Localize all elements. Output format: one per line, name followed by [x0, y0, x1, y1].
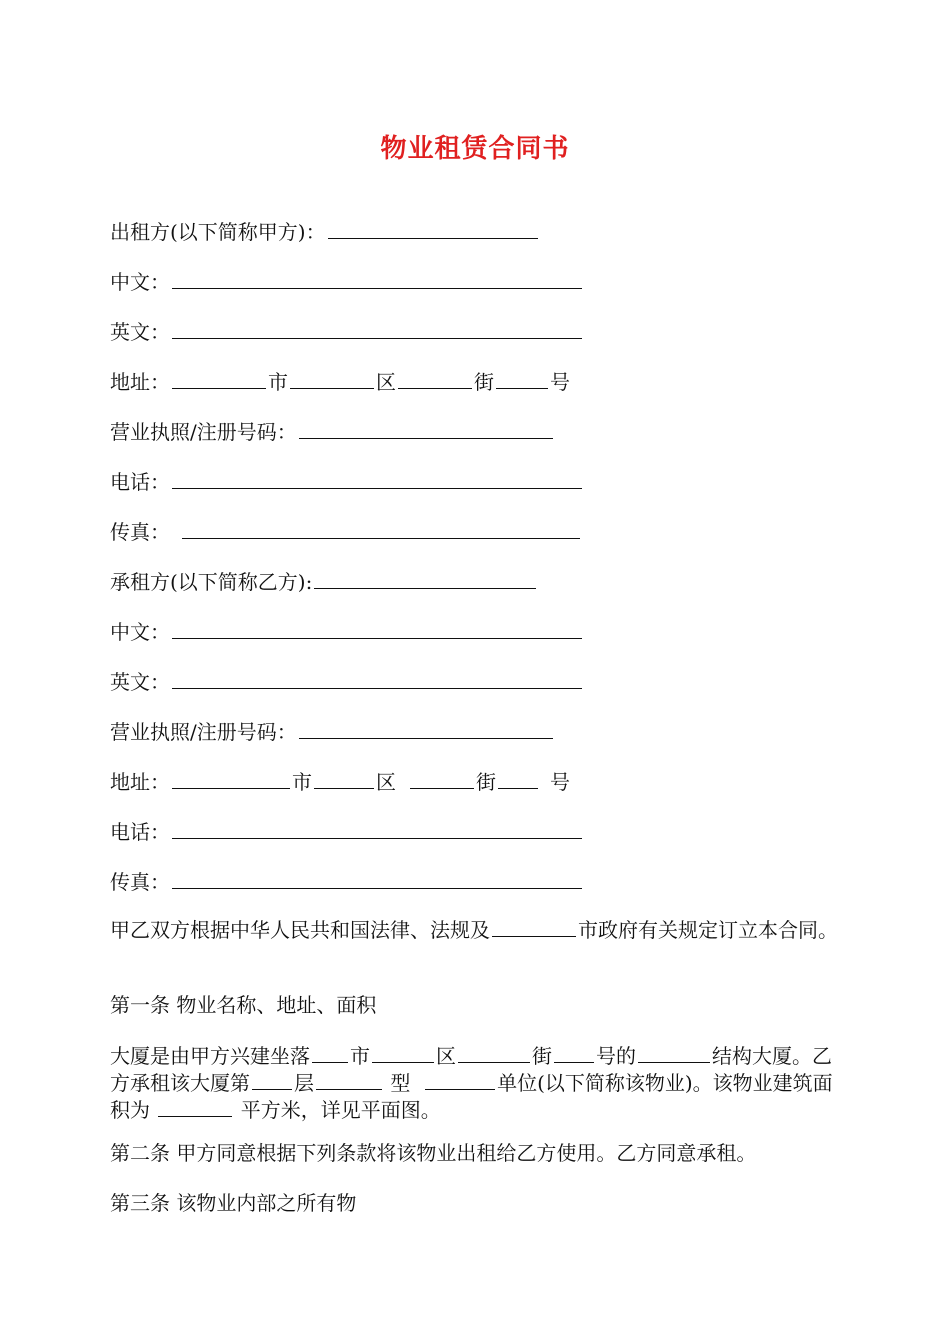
lessor-phone-line: [110, 468, 584, 495]
lessor-city-label: 市: [268, 370, 288, 394]
lessee-district-blank: [314, 768, 374, 789]
lessor-phone-label: 电话：: [110, 470, 170, 494]
lessor-heading: 出租方(以下简称甲方)：: [110, 220, 326, 244]
article1-street-blank: [458, 1042, 530, 1063]
article1-body: [110, 1042, 850, 1123]
lessee-chinese-label: 中文：: [110, 620, 170, 644]
intro-paragraph: [110, 916, 850, 943]
article1-text-3: 区: [436, 1044, 456, 1068]
lessee-phone-line: [110, 818, 584, 845]
document-title: 物业租赁合同书: [380, 134, 570, 164]
lessee-district-label: 区: [376, 770, 396, 794]
lessor-license-blank: [299, 418, 553, 439]
lessee-fax-blank: [172, 868, 582, 889]
lessor-fax-line: [110, 518, 582, 545]
lessee-name-blank: [314, 568, 536, 589]
lessee-street-blank: [410, 768, 474, 789]
lessor-address-label: 地址：: [110, 370, 170, 394]
lessee-number-blank: [498, 768, 538, 789]
lessor-district-blank: [290, 368, 374, 389]
intro-text-1: 甲乙双方根据中华人民共和国法律、法规及: [110, 918, 490, 942]
lessor-fax-blank: [182, 518, 580, 539]
lessor-english-line: [110, 318, 584, 345]
lessor-number-label: 号: [550, 370, 570, 394]
intro-city-blank: [492, 916, 576, 937]
article1-area-blank: [158, 1096, 232, 1117]
lessee-address-line: [110, 768, 570, 795]
article1-type-blank: [316, 1069, 382, 1090]
article1-text-5: 号的: [596, 1044, 636, 1068]
lessee-english-blank: [172, 668, 582, 689]
article1-floor-blank: [252, 1069, 292, 1090]
lessor-english-blank: [172, 318, 582, 339]
lessor-number-blank: [496, 368, 548, 389]
lessee-english-label: 英文：: [110, 670, 170, 694]
article1-number-blank: [554, 1042, 594, 1063]
article1-unit-blank: [425, 1069, 495, 1090]
lessor-heading-line: [110, 218, 540, 245]
article1-district-blank: [372, 1042, 434, 1063]
article1-text-1: 大厦是由甲方兴建坐落: [110, 1044, 310, 1068]
lessee-chinese-blank: [172, 618, 582, 639]
article1-text-9: 单位(以下简称该物业)。该物业建筑面积为: [110, 1071, 833, 1122]
article1-text-8: 型: [390, 1071, 411, 1095]
lessee-city-label: 市: [292, 770, 312, 794]
lessor-phone-blank: [172, 468, 582, 489]
lessor-street-blank: [398, 368, 472, 389]
lessor-english-label: 英文：: [110, 320, 170, 344]
lessee-address-label: 地址：: [110, 770, 170, 794]
lessee-city-blank: [172, 768, 290, 789]
lessor-street-label: 街: [474, 370, 494, 394]
article1-text-10: 平方米，详见平面图。: [240, 1098, 441, 1122]
intro-text-2: 市政府有关规定订立本合同。: [578, 918, 838, 942]
article1-text-6: 结构大厦。乙方承租该大厦第: [110, 1044, 832, 1095]
lessor-address-line: [110, 368, 570, 395]
article1-heading: 第一条 物业名称、地址、面积: [110, 993, 377, 1017]
article1-text-2: 市: [350, 1044, 370, 1068]
lessee-license-blank: [299, 718, 553, 739]
lessee-english-line: [110, 668, 584, 695]
lessor-fax-label: 传真：: [110, 520, 170, 544]
lessee-license-line: [110, 718, 555, 745]
lessee-fax-label: 传真：: [110, 870, 170, 894]
lessor-district-label: 区: [376, 370, 396, 394]
lessee-heading: 承租方(以下简称乙方):: [110, 570, 313, 594]
lessee-heading-line: [110, 568, 538, 595]
lessor-chinese-label: 中文：: [110, 270, 170, 294]
lessee-phone-label: 电话：: [110, 820, 170, 844]
lessor-chinese-blank: [172, 268, 582, 289]
lessor-city-blank: [172, 368, 266, 389]
lessor-license-label: 营业执照/注册号码：: [110, 420, 297, 444]
lessee-street-label: 街: [476, 770, 496, 794]
lessee-chinese-line: [110, 618, 584, 645]
lessor-name-blank: [328, 218, 538, 239]
lessor-chinese-line: [110, 268, 584, 295]
lessee-license-label: 营业执照/注册号码：: [110, 720, 297, 744]
article1-text-4: 街: [532, 1044, 552, 1068]
lessee-fax-line: [110, 868, 584, 895]
article2-text: 第二条 甲方同意根据下列条款将该物业出租给乙方使用。乙方同意承租。: [110, 1141, 757, 1165]
article1-city-blank: [312, 1042, 348, 1063]
article3-heading: 第三条 该物业内部之所有物: [110, 1191, 357, 1215]
lessee-phone-blank: [172, 818, 582, 839]
lessor-license-line: [110, 418, 555, 445]
article1-text-7: 层: [294, 1071, 314, 1095]
article1-structure-blank: [638, 1042, 710, 1063]
lessee-number-label: 号: [550, 770, 570, 794]
